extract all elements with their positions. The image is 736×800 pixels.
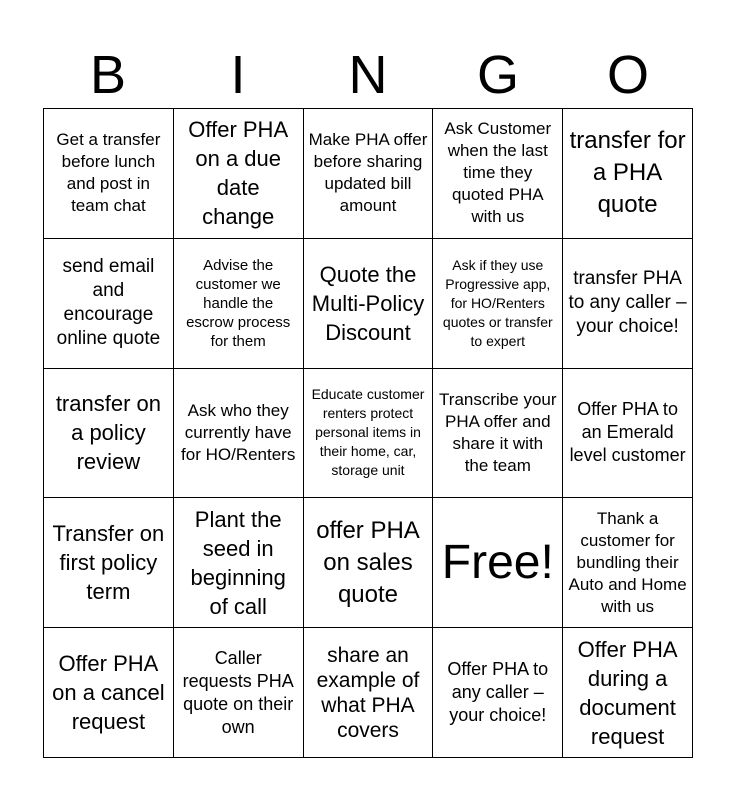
bingo-cell-r2c2[interactable] bbox=[174, 239, 304, 369]
bingo-cell-r4c2[interactable] bbox=[174, 498, 304, 628]
bingo-cell-r2c3[interactable] bbox=[304, 239, 434, 369]
bingo-cell-r4c5[interactable] bbox=[563, 498, 693, 628]
cell-text: Ask who they currently have for HO/Renters bbox=[181, 400, 296, 464]
bingo-cell-r4c1[interactable] bbox=[44, 498, 174, 628]
cell-text: Offer PHA to an Emerald level customer bbox=[569, 399, 686, 466]
cell-text: Make PHA offer before sharing updated bill amount bbox=[308, 130, 428, 216]
bingo-header bbox=[43, 42, 693, 108]
bingo-cell-r3c4[interactable] bbox=[433, 369, 563, 499]
cell-text: Offer PHA during a document request bbox=[577, 636, 678, 749]
cell-text: Ask Customer when the last time they quoted PHA with us bbox=[444, 119, 552, 227]
cell-text: Offer PHA to any caller – your choice! bbox=[447, 659, 549, 726]
cell-text: Offer PHA on a cancel request bbox=[52, 651, 165, 735]
bingo-cell-r1c5[interactable] bbox=[563, 109, 693, 239]
cell-text: Transfer on first policy term bbox=[52, 521, 165, 605]
bingo-cell-free[interactable] bbox=[433, 498, 563, 628]
header-letter-i: I bbox=[230, 45, 246, 105]
bingo-cell-r5c5[interactable] bbox=[563, 628, 693, 758]
bingo-cell-r5c2[interactable] bbox=[174, 628, 304, 758]
bingo-cell-r1c3[interactable] bbox=[304, 109, 434, 239]
cell-text: Quote the Multi-Policy Discount bbox=[311, 261, 425, 345]
cell-text: share an example of what PHA covers bbox=[316, 643, 420, 742]
bingo-cell-r1c4[interactable] bbox=[433, 109, 563, 239]
cell-text: transfer for a PHA quote bbox=[569, 127, 686, 219]
bingo-cell-r4c3[interactable] bbox=[304, 498, 434, 628]
cell-text: transfer PHA to any caller – your choice! bbox=[568, 268, 687, 338]
cell-text: Thank a customer for bundling their Auto and Home with us bbox=[568, 508, 687, 616]
cell-text: Caller requests PHA quote on their own bbox=[182, 647, 294, 737]
bingo-cell-r5c4[interactable] bbox=[433, 628, 563, 758]
cell-text: Get a transfer before lunch and post in team chat bbox=[56, 130, 161, 216]
cell-text: offer PHA on sales quote bbox=[316, 516, 420, 608]
cell-text: send email and encourage online quote bbox=[56, 256, 161, 350]
bingo-cell-r3c1[interactable] bbox=[44, 369, 174, 499]
bingo-cell-r2c5[interactable] bbox=[563, 239, 693, 369]
header-letter-n: N bbox=[348, 45, 388, 105]
cell-text: Educate customer renters protect personal items in their home, car, storage unit bbox=[311, 386, 425, 479]
cell-text: Ask if they use Progressive app, for HO/Renters quotes or transfer to expert bbox=[442, 256, 553, 349]
bingo-cell-r1c2[interactable] bbox=[174, 109, 304, 239]
header-letter-g: G bbox=[476, 45, 519, 105]
cell-text: Offer PHA on a due date change bbox=[188, 117, 289, 230]
cell-text: Transcribe your PHA offer and share it with the team bbox=[439, 389, 557, 475]
bingo-cell-r5c1[interactable] bbox=[44, 628, 174, 758]
bingo-cell-r3c5[interactable] bbox=[563, 369, 693, 499]
bingo-cell-r3c2[interactable] bbox=[174, 369, 304, 499]
cell-text: Advise the customer we handle the escrow process for them bbox=[186, 256, 291, 350]
bingo-cell-r5c3[interactable] bbox=[304, 628, 434, 758]
bingo-cell-r2c4[interactable] bbox=[433, 239, 563, 369]
free-space-text: Free! bbox=[441, 535, 554, 589]
bingo-card-grid bbox=[43, 108, 693, 758]
bingo-cell-r3c3[interactable] bbox=[304, 369, 434, 499]
bingo-cell-r1c1[interactable] bbox=[44, 109, 174, 239]
bingo-cell-r2c1[interactable] bbox=[44, 239, 174, 369]
cell-text: Plant the seed in beginning of call bbox=[190, 506, 286, 619]
header-letter-o: O bbox=[606, 45, 649, 105]
cell-text: transfer on a policy review bbox=[55, 391, 161, 475]
header-letter-b: B bbox=[89, 45, 127, 105]
